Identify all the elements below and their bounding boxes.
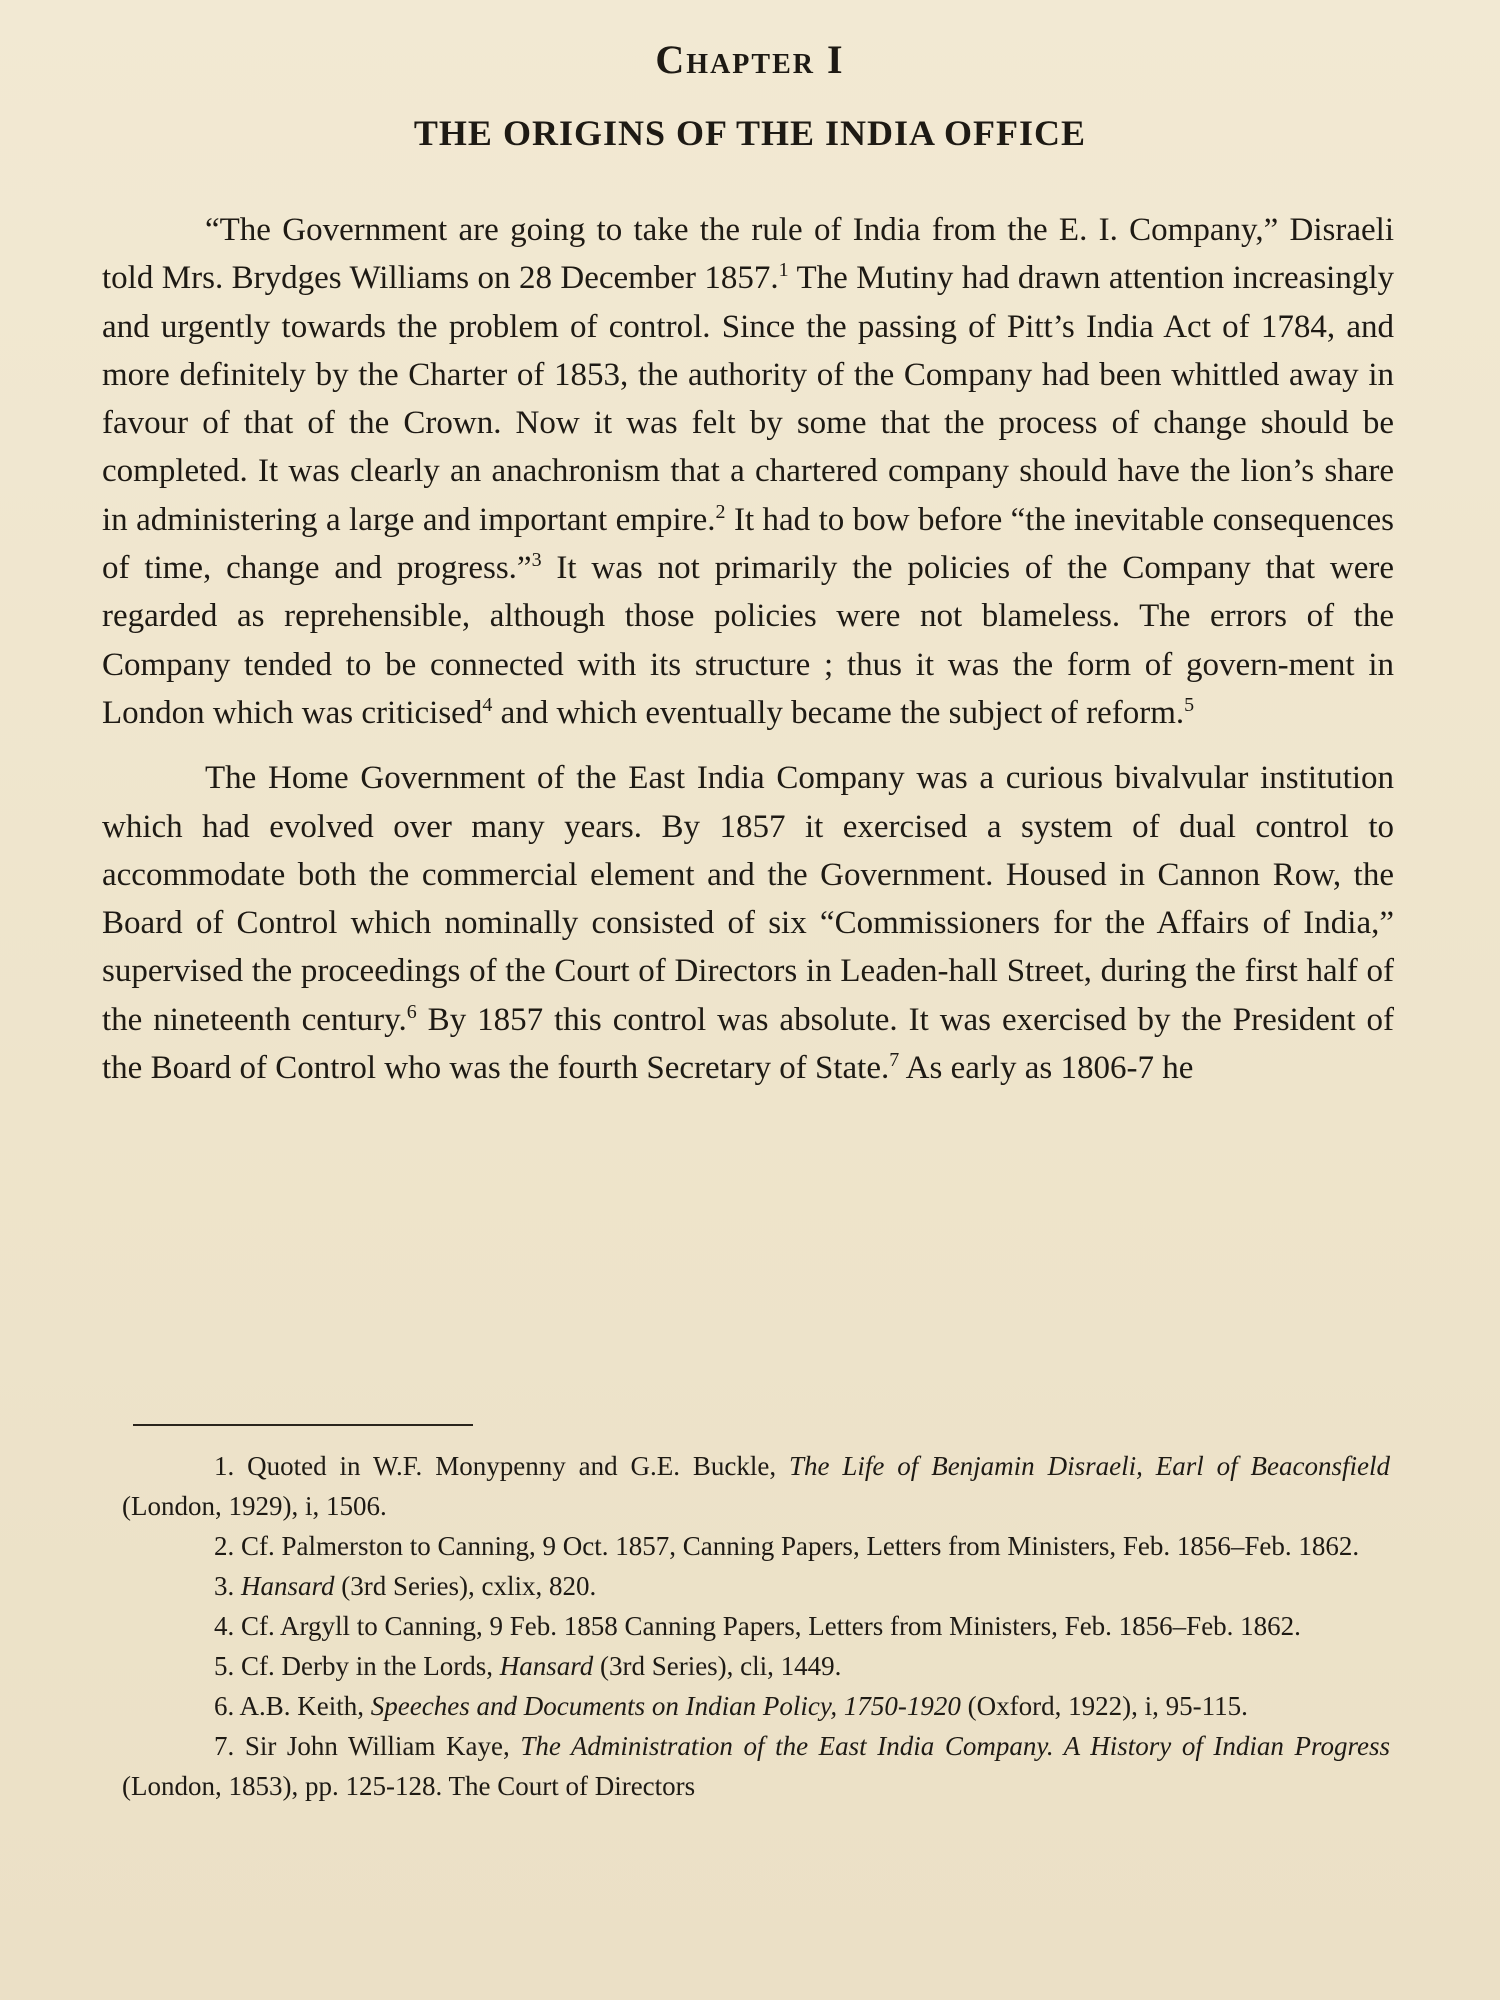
- text-run: (3rd Series), cli, 1449.: [593, 1651, 842, 1681]
- paragraph: [102, 206, 1394, 737]
- text-run: (London, 1853), pp. 125-128. The Court of Directors: [122, 1771, 696, 1801]
- footnote-ref: 3: [531, 549, 542, 572]
- italic-title: Hansard: [499, 1651, 594, 1681]
- footnote-ref: 2: [715, 500, 726, 523]
- footnote-divider: [133, 1424, 473, 1426]
- footnote-ref: 6: [406, 1000, 417, 1023]
- body-text: [102, 206, 1394, 1092]
- text-run: 5. Cf. Derby in the Lords,: [214, 1651, 500, 1681]
- footnote: [122, 1446, 1390, 1526]
- footnote: [122, 1606, 1390, 1646]
- footnote-ref: 5: [1184, 693, 1195, 716]
- footnote: [122, 1726, 1390, 1806]
- text-run: It had to bow before “the inevitable consequences of time, change and progress.”: [102, 501, 1395, 587]
- footnote: [122, 1566, 1390, 1606]
- footnote-ref: 1: [778, 259, 789, 282]
- text-run: (Oxford, 1922), i, 95-115.: [960, 1691, 1248, 1721]
- chapter-label: Chapter I: [655, 37, 845, 82]
- text-run: 2. Cf. Palmerston to Canning, 9 Oct. 1857, Canning Papers, Letters from Ministers, Feb. 1856–Feb. 1862.: [214, 1531, 1360, 1561]
- footnote: [122, 1526, 1390, 1566]
- footnotes: [122, 1446, 1390, 1806]
- text-run: 7. Sir John William Kaye,: [214, 1731, 521, 1761]
- text-run: “The Government are going to take the rule of India from the E. I. Company,” Disraeli told Mrs. Brydges Williams on 28 December 1857.: [102, 212, 1394, 297]
- italic-title: The Life of Benjamin Disraeli, Earl of Beaconsfield: [789, 1451, 1390, 1481]
- paragraph: [102, 754, 1394, 1092]
- text-run: and which eventually became the subject of reform.: [492, 694, 1185, 731]
- text-run: The Home Government of the East India Company was a curious bivalvular institution which had evolved over many years. By 1857 it exercised a system of dual control to accommodate both the commercial element and the Government. Housed in Cannon Row, the Board of Control which nominally consisted of six “Commissioners for the Affairs of India,” supervised the proceedings of the Court of Directors in Leaden-hall Street, during the first half of the nineteenth century.: [102, 760, 1394, 1038]
- text-run: By 1857 this control was absolute. It was exercised by the President of the Board of Control who was the fourth Secretary of State.: [102, 1001, 1394, 1087]
- footnote-ref: 4: [482, 693, 493, 716]
- footnote: [122, 1686, 1390, 1726]
- text-run: 6. A.B. Keith,: [214, 1691, 371, 1721]
- text-run: As early as 1806-7 he: [899, 1050, 1194, 1087]
- footnote-ref: 7: [889, 1049, 900, 1072]
- footnote: [122, 1646, 1390, 1686]
- text-run: It was not primarily the policies of the Company that were regarded as reprehensible, although those policies were not blameless. The errors of the Company tended to be connected with its structure ; thus it was the form of govern-ment in London which was criticised: [102, 550, 1395, 731]
- italic-title: The Administration of the East India Company. A History of Indian Progress: [520, 1731, 1390, 1761]
- text-run: (3rd Series), cxlix, 820.: [334, 1571, 597, 1601]
- text-run: (London, 1929), i, 1506.: [122, 1491, 387, 1521]
- text-run: 1. Quoted in W.F. Monypenny and G.E. Buckle,: [214, 1451, 789, 1481]
- text-run: 4. Cf. Argyll to Canning, 9 Feb. 1858 Canning Papers, Letters from Ministers, Feb. 1856–Feb. 1862.: [214, 1611, 1301, 1641]
- italic-title: Speeches and Documents on Indian Policy, 1750-1920: [370, 1691, 961, 1721]
- text-run: 3.: [214, 1571, 241, 1601]
- text-run: The Mutiny had drawn attention increasingly and urgently towards the problem of control. Since the passing of Pitt’s India Act of 1784, and more definitely by the Charter of 1853, the authority of the Company had been whittled away in favour of that of the Crown. Now it was felt by some that the process of change should be completed. It was clearly an anachronism that a chartered company should have the lion’s share in administering a large and important empire.: [102, 260, 1395, 538]
- italic-title: Hansard: [241, 1571, 335, 1601]
- chapter-title: THE ORIGINS OF THE INDIA OFFICE: [413, 113, 1087, 153]
